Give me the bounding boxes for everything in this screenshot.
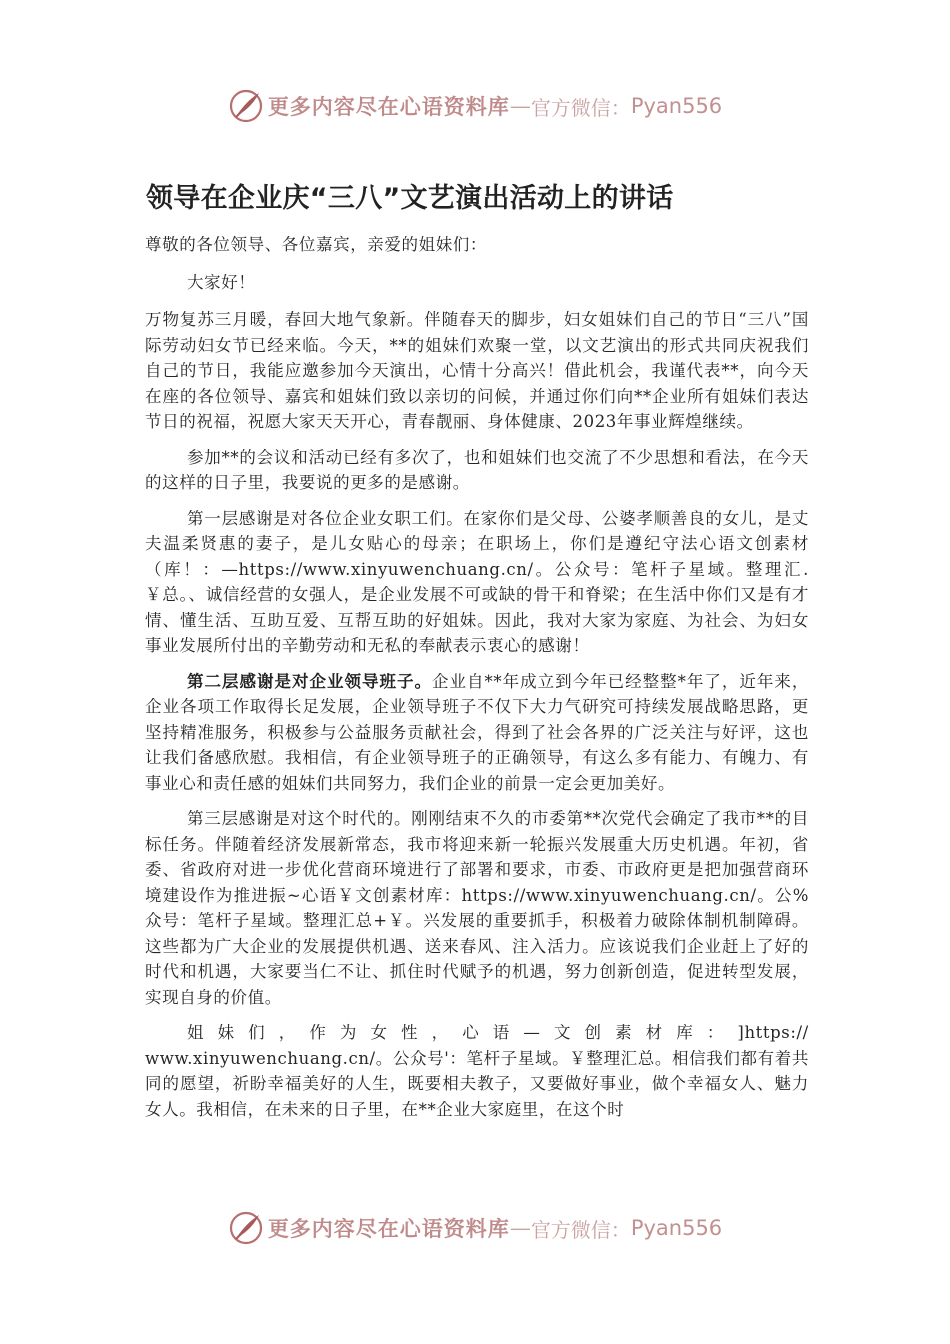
- spread-char: 文: [553, 1023, 572, 1042]
- paragraph-5: 第三层感谢是对这个时代的。刚刚结束不久的市委第**次党代会确定了我市**的目标任务。伴随着经济发展新常态，我市将迎来新一轮振兴发展重大历史机遇。年初，省委、省政府对进一步优化营商环境进行了部署和要求，市委、市政府更是把加强营商环境建设作为推进振~心语￥文创素材库：https://www.xinyuwenchuang.cn/。公%众号：笔杆子星域。整理汇总+￥。兴发展的重要抓手，积极着力破除体制机制障碍。这些都为广大企业的发展提供机遇、送来春风、注入活力。应该说我们企业赶上了好的时代和机遇，大家要当仁不让、抓住时代赋予的机遇，努力创新创造，促进转型发展，实现自身的价值。: [145, 809, 809, 1007]
- spread-char: ]https://: [737, 1023, 809, 1042]
- spread-char: 妹: [217, 1023, 235, 1042]
- banner-separator: —: [509, 1216, 531, 1240]
- footer-banner: [0, 1208, 950, 1248]
- spread-char: 创: [584, 1023, 602, 1042]
- paragraph-2: 参加**的会议和活动已经有多次了，也和姐妹们也交流了不少思想和看法，在今天的这样的日子里，我要说的更多的是感谢。: [145, 447, 809, 492]
- document-title: 领导在企业庆“三八”文艺演出活动上的讲话: [146, 183, 674, 214]
- banner-wechat-id: Pyan556: [630, 94, 723, 118]
- paragraph-3: 第一层感谢是对各位企业女职工们。在家你们是父母、公婆孝顺善良的女儿，是丈夫温柔贤惠的妻子，是儿女贴心的母亲；在职场上，你们是遵纪守法心语文创素材（库！：—https://www.xinyuwenchuang.cn/。公众号：笔杆子星域。整理汇.￥总。、诚信经营的女强人，是企业发展不可或缺的骨干和脊梁；在生活中你们又是有才情、懂生活、互助互爱、互帮互助的好姐妹。因此，我对大家为家庭、为社会、为妇女事业发展所付出的辛勤劳动和无私的奉献表示衷心的感谢！: [145, 508, 809, 655]
- header-banner: [0, 86, 950, 126]
- spread-char: 作: [309, 1023, 327, 1042]
- paragraph-4-text: 企业自**年成立到今年已经整整*年了，近年来，企业各项工作取得长足发展，企业领导班子不仅下大力气研究可持续发展战略思路，更坚持精准服务，积极参与公益服务贡献社会，得到了社会各界的广泛关注与好评，这也让我们备感欣慰。我相信，有企业领导班子的正确领导，有这么多有能力、有魄力、有事业心和责任感的姐妹们共同努力，我们企业的前景一定会更加美好。: [145, 671, 809, 793]
- spread-char: 语: [492, 1023, 510, 1042]
- spread-char: 材: [645, 1023, 663, 1042]
- spread-char: —: [523, 1023, 541, 1042]
- spread-char: 库: [676, 1023, 694, 1042]
- spread-char: 性: [401, 1023, 419, 1042]
- banner-main-text: 更多内容尽在心语资料库: [267, 1216, 510, 1241]
- hello-line: 大家好！: [187, 272, 256, 292]
- spread-char: 们: [248, 1023, 266, 1042]
- banner-wechat-label: 官方微信：: [530, 1217, 631, 1242]
- spread-char: 为: [339, 1023, 357, 1042]
- paragraph-6-first-line: [145, 1020, 809, 1046]
- spread-char: ：: [706, 1023, 724, 1042]
- document-body: [145, 232, 809, 1132]
- greeting-line: 尊敬的各位领导、各位嘉宾，亲爱的姐妹们：: [145, 235, 487, 254]
- spread-char: ，: [278, 1023, 296, 1042]
- spread-char: 女: [370, 1023, 388, 1042]
- banner-wechat-label: 官方微信：: [530, 95, 631, 120]
- banner-main-text: 更多内容尽在心语资料库: [267, 94, 510, 119]
- paragraph-1: 万物复苏三月暖，春回大地气象新。伴随春天的脚步，妇女姐妹们自己的节日“三八”国际劳动妇女节已经来临。今天，**的姐妹们欢聚一堂，以文艺演出的形式共同庆祝我们自己的节日，我能应邀参加今天演出，心情十分高兴！借此机会，我谨代表**，向今天在座的各位领导、嘉宾和姐妹们致以亲切的问候，并通过你们向**企业所有姐妹们表达节日的祝福，祝愿大家天天开心，青春靓丽、身体健康、2023年事业辉煌继续。: [145, 310, 809, 431]
- paragraph-4-heading: 第二层感谢是对企业领导班子。: [187, 671, 433, 691]
- spread-char: 素: [615, 1023, 633, 1042]
- spread-char: 姐: [187, 1023, 205, 1042]
- quill-logo-icon: [228, 88, 264, 124]
- paragraph-6-text: www.xinyuwenchuang.cn/。公众号'：笔杆子星域。￥整理汇总。相信我们都有着共同的愿望，祈盼幸福美好的人生，既要相夫教子，又要做好事业，做个幸福女人、魅力女人。我相信，在未来的日子里，在**企业大家庭里，在这个时: [145, 1048, 809, 1119]
- spread-char: ，: [431, 1023, 449, 1042]
- spread-char: 心: [462, 1023, 480, 1042]
- banner-separator: —: [509, 94, 531, 118]
- banner-wechat-id: Pyan556: [630, 1216, 723, 1240]
- quill-logo-icon: [228, 1210, 264, 1246]
- paragraph-4: [145, 669, 809, 797]
